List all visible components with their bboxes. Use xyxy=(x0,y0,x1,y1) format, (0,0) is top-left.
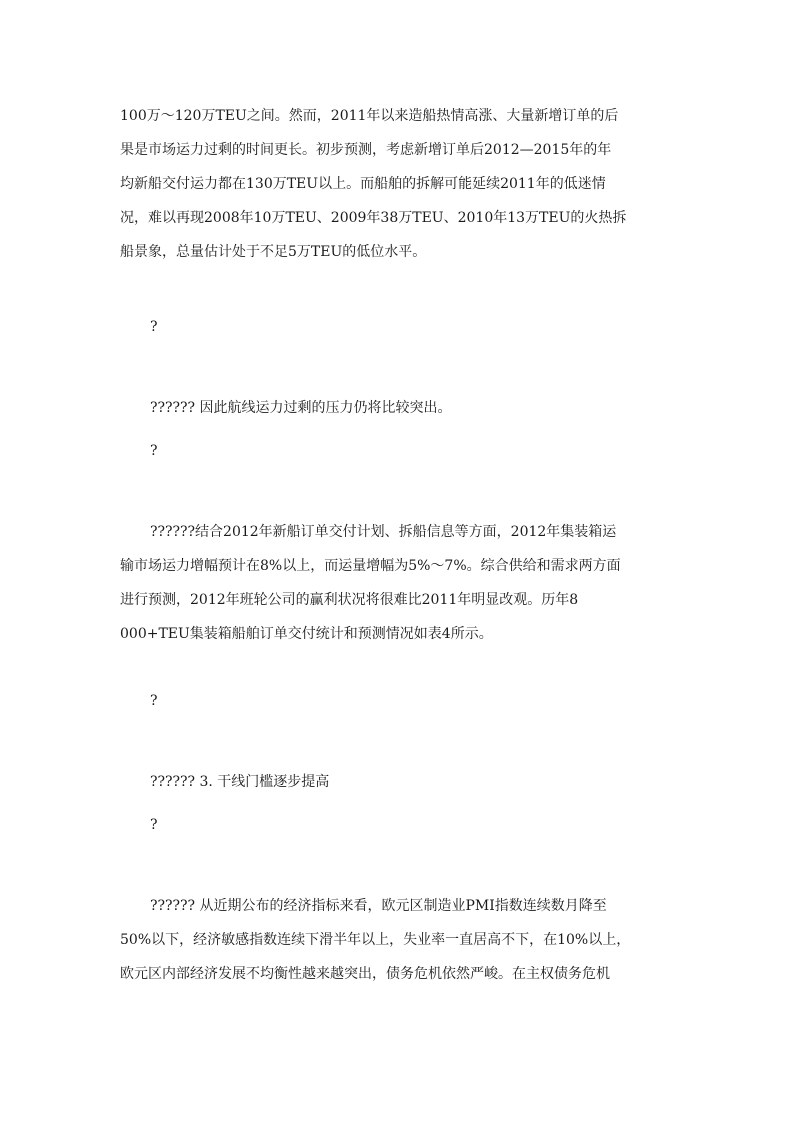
text-line: 进行预测，2012年班轮公司的赢利状况将很难比2011年明显改观。历年8 xyxy=(120,592,579,608)
placeholder-mark: ? xyxy=(150,817,158,833)
placeholder-mark: ? xyxy=(150,693,158,709)
text-line: 均新船交付运力都在130万TEU以上。而船舶的拆解可能延续2011年的低迷情 xyxy=(120,176,606,192)
text-line: ?????? 从近期公布的经济指标来看，欧元区制造业PMI指数连续数月降至 xyxy=(150,898,607,914)
heading-text: ?????? 3. 干线门槛逐步提高 xyxy=(150,774,330,790)
paragraph-overcapacity xyxy=(120,391,706,425)
placeholder-mark: ? xyxy=(150,443,158,459)
paragraph-shipping-capacity xyxy=(120,99,676,269)
text-line: 船景象，总量估计处于不足5万TEU的低位水平。 xyxy=(120,244,427,260)
paragraph-eurozone xyxy=(120,889,676,991)
placeholder-mark: ? xyxy=(150,319,158,335)
placeholder-line xyxy=(120,310,706,344)
text-line: ??????结合2012年新船订单交付计划、拆船信息等方面，2012年集装箱运 xyxy=(150,524,617,540)
placeholder-line xyxy=(120,684,706,718)
text-line: 输市场运力增幅预计在8%以上，而运量增幅为5%～7%。综合供给和需求两方面 xyxy=(120,558,621,574)
text-line: 000+TEU集装箱船舶订单交付统计和预测情况如表4所示。 xyxy=(120,626,493,642)
text-line: 100万～120万TEU之间。然而，2011年以来造船热情高涨、大量新增订单的后 xyxy=(120,108,619,124)
paragraph-2012-forecast xyxy=(120,515,676,651)
text-line: 欧元区内部经济发展不均衡性越来越突出，债务危机依然严峻。在主权债务危机 xyxy=(120,966,610,982)
placeholder-line xyxy=(120,434,706,468)
text-line: 况，难以再现2008年10万TEU、2009年38万TEU、2010年13万TEU的火热拆 xyxy=(120,210,627,226)
text-line: 50%以下，经济敏感指数连续下滑半年以上，失业率一直居高不下，在10%以上， xyxy=(120,932,631,948)
text-line: 果是市场运力过剩的时间更长。初步预测，考虑新增订单后2012—2015年的年 xyxy=(120,142,612,158)
placeholder-line xyxy=(120,808,706,842)
text-line: ?????? 因此航线运力过剩的压力仍将比较突出。 xyxy=(150,400,452,416)
section-heading xyxy=(120,765,706,799)
